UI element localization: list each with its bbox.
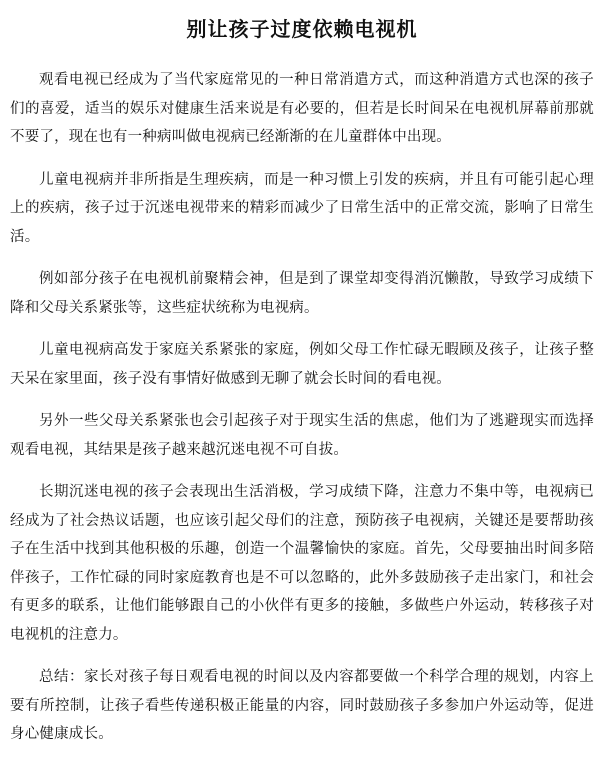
paragraph-summary: 总结：家长对孩子每日观看电视的时间以及内容都要做一个科学合理的规划，内容上要有所控制，让孩子看些传递积极正能量的内容，同时鼓励孩子多参加户外运动等，促进身心健康成长。	[10, 669, 594, 742]
paragraph-example: 例如部分孩子在电视机前聚精会神，但是到了课堂却变得消沉懒散，导致学习成绩下降和父母关系紧张等，这些症状统称为电视病。	[10, 271, 594, 316]
paragraph-escapism: 另外一些父母关系紧张也会引起孩子对于现实生活的焦虑，他们为了逃避现实而选择观看电视，其结果是孩子越来越沉迷电视不可自拔。	[10, 413, 594, 458]
paragraph-prevention: 长期沉迷电视的孩子会表现出生活消极，学习成绩下降，注意力不集中等，电视病已经成为了社会热议话题，也应该引起父母们的注意，预防孩子电视病，关键还是要帮助孩子在生活中找到其他积极的乐趣，创造一个温馨愉快的家庭。首先，父母要抽出时间多陪伴孩子，工作忙碌的同时家庭教育也是不可以忽略的，此外多鼓励孩子走出家门，和社会有更多的联系，让他们能够跟自己的小伙伴有更多的接触，多做些户外运动，转移孩子对电视机的注意力。	[10, 484, 594, 643]
paragraph-intro: 观看电视已经成为了当代家庭常见的一种日常消遣方式，而这种消遣方式也深的孩子们的喜爱，适当的娱乐对健康生活来说是有必要的，但若是长时间呆在电视机屏幕前那就不要了，现在也有一种病叫做电视病已经渐渐的在儿童群体中出现。	[10, 72, 594, 145]
paragraph-definition: 儿童电视病并非所指是生理疾病，而是一种习惯上引发的疾病，并且有可能引起心理上的疾病，孩子过于沉迷电视带来的精彩而减少了日常生活中的正常交流，影响了日常生活。	[10, 171, 594, 245]
document-title: 别让孩子过度依赖电视机	[186, 17, 418, 41]
paragraph-family-tension: 儿童电视病高发于家庭关系紧张的家庭，例如父母工作忙碌无暇顾及孩子，让孩子整天呆在家里面，孩子没有事情好做感到无聊了就会长时间的看电视。	[10, 342, 594, 387]
